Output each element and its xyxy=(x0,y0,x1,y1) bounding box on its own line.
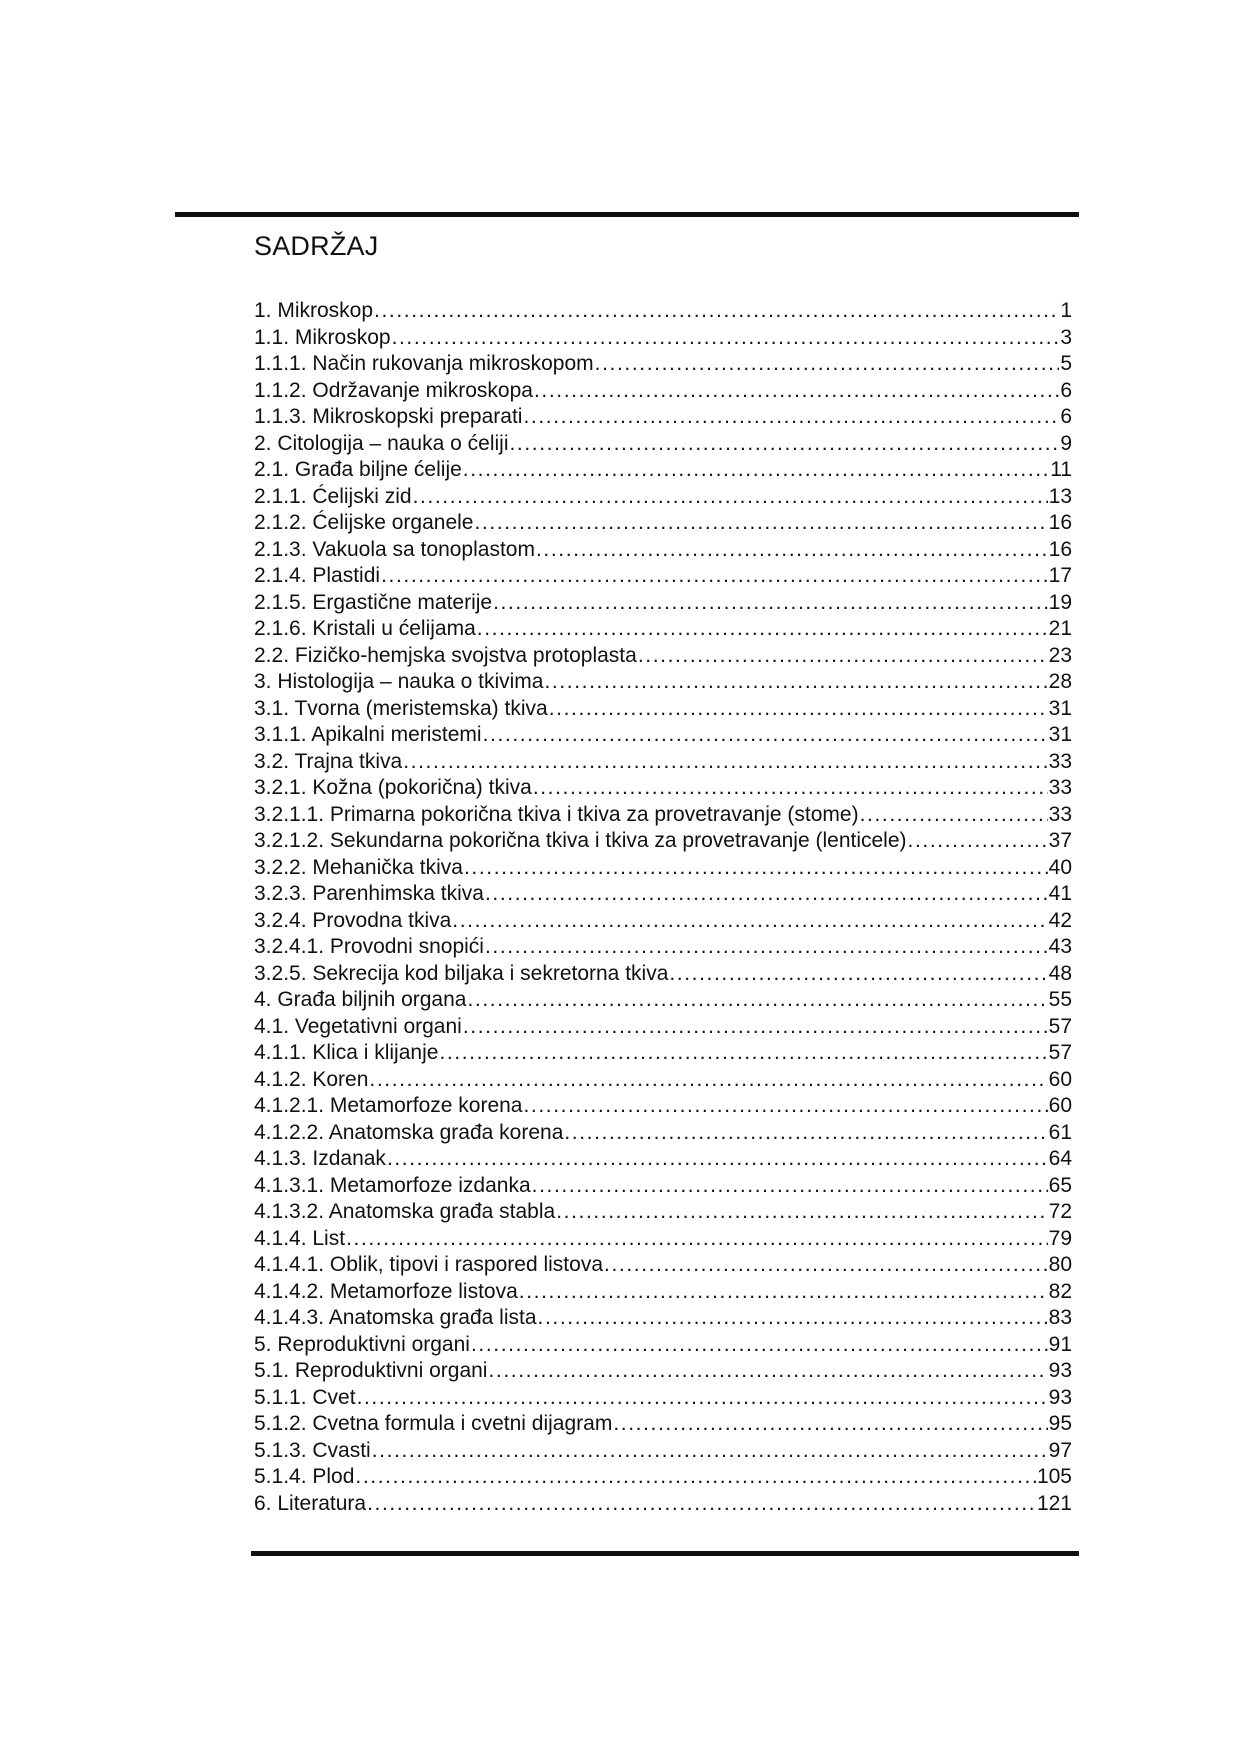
toc-entry-label: 3.2.1. Kožna (pokorična) tkiva xyxy=(254,776,532,799)
toc-entry[interactable] xyxy=(254,881,1072,908)
dot-leader xyxy=(464,855,1048,882)
toc-entry-label: 1. Mikroskop xyxy=(254,299,374,322)
dot-leader xyxy=(488,1358,1047,1385)
dot-leader xyxy=(439,1040,1047,1067)
toc-entry-label: 5. Reproduktivni organi xyxy=(254,1332,470,1356)
dot-leader xyxy=(381,563,1048,590)
toc-entry[interactable] xyxy=(254,828,1072,855)
dot-leader xyxy=(613,1411,1047,1438)
toc-entry[interactable] xyxy=(254,404,1072,431)
dot-leader xyxy=(536,537,1048,564)
toc-entry[interactable] xyxy=(254,1146,1072,1173)
toc-entry-label: 4.1.3.1. Metamorfoze izdanka xyxy=(254,1173,531,1197)
toc-entry-label: 5.1.2. Cvetna formula i cvetni dijagram xyxy=(254,1412,613,1435)
toc-entry-page-number: 1 xyxy=(1060,299,1072,322)
toc-entry-label: 4.1. Vegetativni organi xyxy=(254,1014,462,1038)
toc-entry[interactable] xyxy=(254,510,1072,537)
dot-leader xyxy=(372,1438,1048,1465)
toc-entry-page-number: 60 xyxy=(1048,1067,1072,1091)
toc-entry-label: 1.1.1. Način rukovanja mikroskopom xyxy=(254,352,594,375)
toc-entry-label: 3.2.4. Provodna tkiva xyxy=(254,908,452,932)
toc-entry-page-number: 23 xyxy=(1048,643,1072,667)
toc-entry-page-number: 28 xyxy=(1048,670,1072,693)
toc-entry-label: 3.2.2. Mehanička tkiva xyxy=(254,855,463,879)
toc-entry[interactable] xyxy=(254,1438,1072,1465)
dot-leader xyxy=(523,404,1059,431)
toc-entry-label: 4.1.2. Koren xyxy=(254,1067,369,1091)
toc-entry-page-number: 105 xyxy=(1036,1465,1072,1488)
dot-leader xyxy=(403,749,1047,776)
toc-entry-label: 4.1.4. List xyxy=(254,1226,346,1250)
toc-entry[interactable] xyxy=(254,1093,1072,1120)
toc-entry-page-number: 48 xyxy=(1048,961,1072,985)
dot-leader xyxy=(463,1014,1048,1041)
toc-entry-label: 4.1.4.2. Metamorfoze listova xyxy=(254,1279,518,1303)
dot-leader xyxy=(369,1067,1047,1094)
toc-entry[interactable] xyxy=(254,325,1072,352)
toc-entry-label: 5.1.1. Cvet xyxy=(254,1385,356,1409)
toc-entry-page-number: 31 xyxy=(1048,723,1072,746)
toc-entry-page-number: 16 xyxy=(1048,537,1072,561)
dot-leader xyxy=(374,298,1059,325)
dot-leader xyxy=(544,669,1047,696)
toc-entry[interactable] xyxy=(254,1173,1072,1200)
toc-entry[interactable] xyxy=(254,1199,1072,1226)
toc-entry-label: 5.1.3. Cvasti xyxy=(254,1438,371,1462)
toc-entry[interactable] xyxy=(254,1332,1072,1359)
dot-leader xyxy=(509,431,1059,458)
toc-entry-label: 4.1.3. Izdanak xyxy=(254,1147,386,1170)
toc-entry-label: 2.1.2. Ćelijske organele xyxy=(254,511,474,534)
dot-leader xyxy=(493,590,1048,617)
toc-entry-label: 2.1.4. Plastidi xyxy=(254,564,381,587)
toc-entry-page-number: 13 xyxy=(1048,484,1072,508)
dot-leader xyxy=(908,828,1048,855)
toc-entry[interactable] xyxy=(254,749,1072,776)
toc-entry-page-number: 55 xyxy=(1048,988,1072,1011)
toc-entry[interactable] xyxy=(254,1120,1072,1147)
toc-entry-page-number: 93 xyxy=(1048,1385,1072,1409)
toc-entry-label: 4.1.4.1. Oblik, tipovi i raspored listova xyxy=(254,1253,604,1276)
toc-entry-page-number: 16 xyxy=(1048,511,1072,534)
toc-entry-page-number: 91 xyxy=(1048,1332,1072,1356)
page-title: SADRŽAJ xyxy=(254,231,379,261)
dot-leader xyxy=(346,1226,1048,1253)
toc-entry[interactable] xyxy=(254,351,1072,378)
toc-entry[interactable] xyxy=(254,1464,1072,1491)
toc-entry[interactable] xyxy=(254,722,1072,749)
toc-entry[interactable] xyxy=(254,802,1072,829)
bottom-rule xyxy=(251,1551,1079,1556)
toc-entry[interactable] xyxy=(254,908,1072,935)
toc-entry-label: 3.2.3. Parenhimska tkiva xyxy=(254,882,484,905)
toc-entry-label: 2.1. Građa biljne ćelije xyxy=(254,458,462,481)
toc-entry-page-number: 6 xyxy=(1060,378,1072,402)
dot-leader xyxy=(485,881,1048,908)
toc-entry-label: 4.1.4.3. Anatomska građa lista xyxy=(254,1306,537,1329)
toc-entry[interactable] xyxy=(254,537,1072,564)
toc-entry-page-number: 65 xyxy=(1048,1173,1072,1197)
toc-entry-page-number: 19 xyxy=(1048,590,1072,614)
toc-entry-label: 3.2.1.1. Primarna pokorična tkiva i tkiva za provetravanje (stome) xyxy=(254,802,859,826)
toc-entry[interactable] xyxy=(254,457,1072,484)
toc-entry-page-number: 79 xyxy=(1048,1226,1072,1250)
toc-entry-page-number: 95 xyxy=(1048,1412,1072,1435)
toc-entry[interactable] xyxy=(254,484,1072,511)
dot-leader xyxy=(532,1173,1048,1200)
toc-entry-page-number: 80 xyxy=(1048,1253,1072,1276)
toc-entry[interactable] xyxy=(254,298,1072,325)
toc-entry-label: 3.2.1.2. Sekundarna pokorična tkiva i tkiva za provetravanje (lenticele) xyxy=(254,829,907,852)
toc-entry-page-number: 83 xyxy=(1048,1306,1072,1329)
toc-entry[interactable] xyxy=(254,378,1072,405)
toc-entry-label: 3.1. Tvorna (meristemska) tkiva xyxy=(254,696,548,720)
dot-leader xyxy=(533,775,1048,802)
toc-entry-label: 3.1.1. Apikalni meristemi xyxy=(254,723,482,746)
toc-entry[interactable] xyxy=(254,987,1072,1014)
toc-entry-page-number: 21 xyxy=(1048,617,1072,640)
dot-leader xyxy=(463,457,1049,484)
toc-entry-label: 2. Citologija – nauka o ćeliji xyxy=(254,431,509,455)
toc-entry[interactable] xyxy=(254,934,1072,961)
toc-entry[interactable] xyxy=(254,616,1072,643)
toc-entry[interactable] xyxy=(254,669,1072,696)
toc-entry-page-number: 121 xyxy=(1036,1491,1072,1515)
dot-leader xyxy=(538,1305,1048,1332)
toc-entry-page-number: 3 xyxy=(1060,325,1072,349)
toc-entry-label: 2.1.3. Vakuola sa tonoplastom xyxy=(254,537,535,561)
toc-entry-label: 2.1.5. Ergastične materije xyxy=(254,590,493,614)
toc-entry[interactable] xyxy=(254,1226,1072,1253)
toc-entry[interactable] xyxy=(254,961,1072,988)
toc-entry[interactable] xyxy=(254,643,1072,670)
dot-leader xyxy=(564,1120,1047,1147)
toc-entry-page-number: 42 xyxy=(1048,908,1072,932)
dot-leader xyxy=(595,351,1060,378)
toc-entry-page-number: 57 xyxy=(1048,1041,1072,1064)
dot-leader xyxy=(549,696,1048,723)
toc-entry-label: 2.2. Fizičko-hemjska svojstva protoplasta xyxy=(254,643,637,667)
toc-entry-page-number: 57 xyxy=(1048,1014,1072,1038)
toc-entry-label: 3.2.5. Sekrecija kod biljaka i sekretorna tkiva xyxy=(254,961,669,985)
dot-leader xyxy=(467,987,1047,1014)
dot-leader xyxy=(556,1199,1047,1226)
dot-leader xyxy=(485,934,1048,961)
toc-entry-label: 1.1.2. Održavanje mikroskopa xyxy=(254,378,533,402)
toc-entry[interactable] xyxy=(254,696,1072,723)
toc-entry-label: 3.2.4.1. Provodni snopići xyxy=(254,935,484,958)
toc-entry[interactable] xyxy=(254,1385,1072,1412)
toc-entry[interactable] xyxy=(254,775,1072,802)
top-rule xyxy=(175,212,1079,217)
toc-entry-label: 1.1.3. Mikroskopski preparati xyxy=(254,405,523,428)
toc-entry-label: 4.1.2.1. Metamorfoze korena xyxy=(254,1094,523,1117)
dot-leader xyxy=(471,1332,1048,1359)
dot-leader xyxy=(392,325,1060,352)
toc-entry[interactable] xyxy=(254,1067,1072,1094)
toc-entry-label: 5.1. Reproduktivni organi xyxy=(254,1359,488,1382)
toc-entry-page-number: 33 xyxy=(1048,749,1072,773)
toc-entry-page-number: 31 xyxy=(1048,696,1072,720)
toc-entry-page-number: 43 xyxy=(1048,935,1072,958)
toc-entry-page-number: 33 xyxy=(1048,802,1072,826)
dot-leader xyxy=(638,643,1048,670)
table-of-contents xyxy=(254,298,1072,1517)
toc-entry-label: 3.2. Trajna tkiva xyxy=(254,749,403,773)
dot-leader xyxy=(452,908,1047,935)
toc-entry-label: 4.1.1. Klica i klijanje xyxy=(254,1041,439,1064)
toc-entry-page-number: 72 xyxy=(1048,1200,1072,1223)
toc-entry-page-number: 6 xyxy=(1060,405,1072,428)
dot-leader xyxy=(477,616,1048,643)
toc-entry[interactable] xyxy=(254,1358,1072,1385)
toc-entry-page-number: 93 xyxy=(1048,1359,1072,1382)
toc-entry-page-number: 61 xyxy=(1048,1120,1072,1144)
toc-entry[interactable] xyxy=(254,1014,1072,1041)
toc-entry-page-number: 40 xyxy=(1048,855,1072,879)
dot-leader xyxy=(523,1093,1047,1120)
toc-entry[interactable] xyxy=(254,1279,1072,1306)
toc-entry-page-number: 97 xyxy=(1048,1438,1072,1462)
toc-entry[interactable] xyxy=(254,1252,1072,1279)
toc-entry[interactable] xyxy=(254,1040,1072,1067)
toc-entry-label: 2.1.1. Ćelijski zid xyxy=(254,484,412,508)
toc-entry-page-number: 5 xyxy=(1060,352,1072,375)
toc-entry-page-number: 82 xyxy=(1048,1279,1072,1303)
dot-leader xyxy=(357,1385,1048,1412)
toc-entry-page-number: 11 xyxy=(1050,458,1072,481)
toc-entry-label: 2.1.6. Kristali u ćelijama xyxy=(254,617,476,640)
toc-entry-label: 4.1.2.2. Anatomska građa korena xyxy=(254,1120,564,1144)
toc-entry-label: 5.1.4. Plod xyxy=(254,1465,355,1488)
toc-entry[interactable] xyxy=(254,1305,1072,1332)
toc-entry[interactable] xyxy=(254,1491,1072,1518)
toc-entry[interactable] xyxy=(254,855,1072,882)
toc-entry-label: 3. Histologija – nauka o tkivima xyxy=(254,670,544,693)
toc-entry-label: 6. Literatura xyxy=(254,1491,367,1515)
dot-leader xyxy=(669,961,1047,988)
dot-leader xyxy=(534,378,1059,405)
dot-leader xyxy=(860,802,1048,829)
toc-entry-page-number: 64 xyxy=(1048,1147,1072,1170)
dot-leader xyxy=(367,1491,1036,1518)
toc-entry-page-number: 9 xyxy=(1060,431,1072,455)
toc-entry[interactable] xyxy=(254,431,1072,458)
toc-entry-label: 4. Građa biljnih organa xyxy=(254,988,467,1011)
dot-leader xyxy=(474,510,1047,537)
dot-leader xyxy=(519,1279,1048,1306)
toc-entry[interactable] xyxy=(254,1411,1072,1438)
toc-entry-page-number: 17 xyxy=(1048,564,1072,587)
toc-entry[interactable] xyxy=(254,563,1072,590)
dot-leader xyxy=(387,1146,1048,1173)
toc-entry-page-number: 41 xyxy=(1048,882,1072,905)
toc-entry[interactable] xyxy=(254,590,1072,617)
toc-entry-page-number: 37 xyxy=(1048,829,1072,852)
toc-entry-label: 1.1. Mikroskop xyxy=(254,325,391,349)
dot-leader xyxy=(413,484,1048,511)
toc-entry-page-number: 33 xyxy=(1048,776,1072,799)
dot-leader xyxy=(355,1464,1036,1491)
dot-leader xyxy=(483,722,1048,749)
toc-entry-page-number: 60 xyxy=(1048,1094,1072,1117)
dot-leader xyxy=(604,1252,1048,1279)
toc-entry-label: 4.1.3.2. Anatomska građa stabla xyxy=(254,1200,556,1223)
